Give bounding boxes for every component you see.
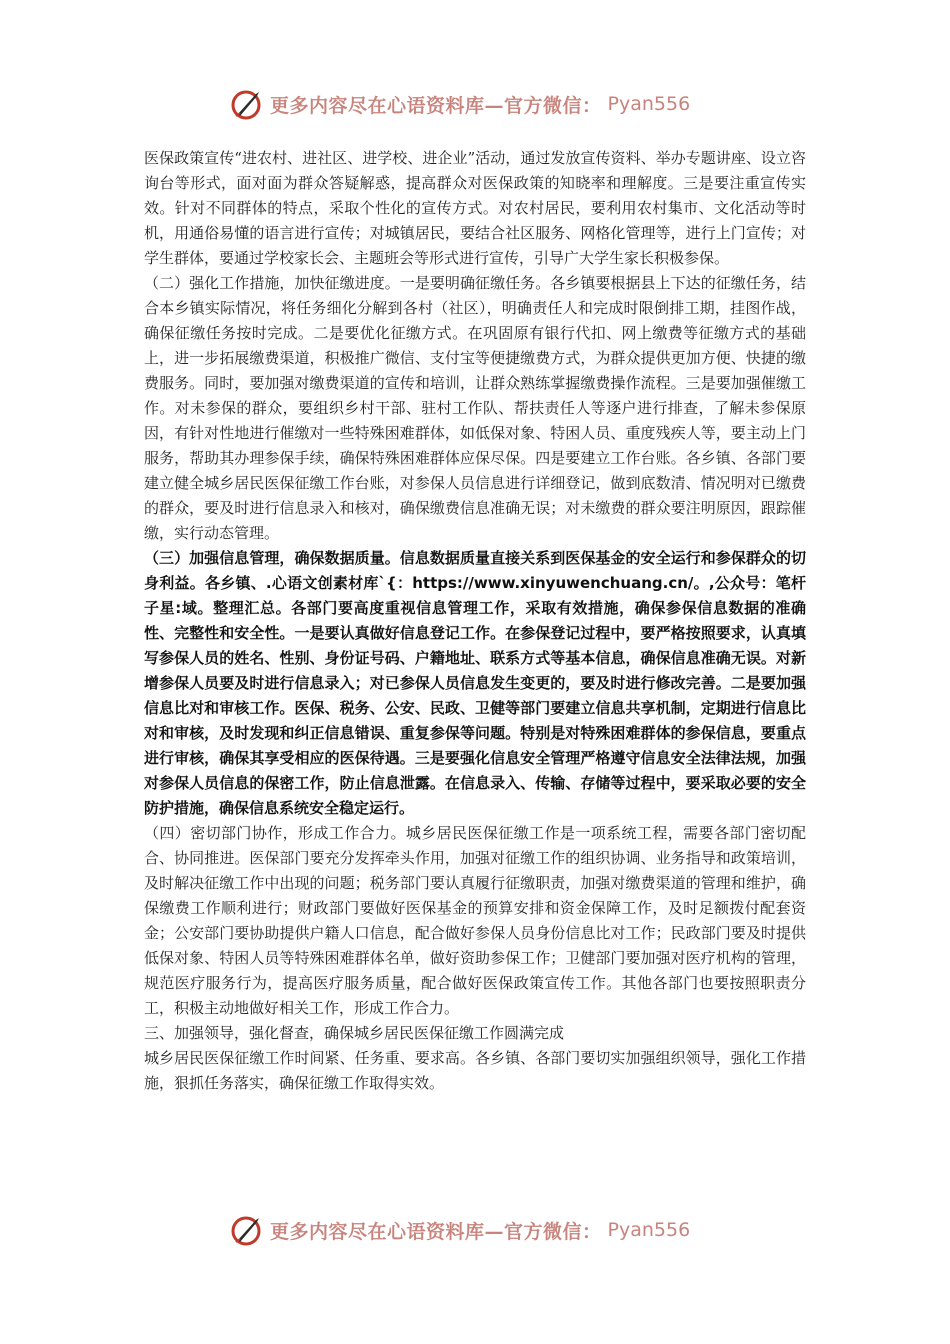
banner-wechat-id: Pyan556 — [607, 93, 691, 115]
document-body — [144, 146, 806, 1096]
header-banner — [228, 84, 748, 124]
banner-text: 更多内容尽在心语资料库—官方微信： — [270, 94, 602, 117]
quill-logo-icon — [228, 1212, 264, 1248]
banner-text: 更多内容尽在心语资料库—官方微信： — [270, 1220, 602, 1243]
paragraph: （四）密切部门协作，形成工作合力。城乡居民医保征缴工作是一项系统工程，需要各部门密切配合、协同推进。医保部门要充分发挥牵头作用，加强对征缴工作的组织协调、业务指导和政策培训，及时解决征缴工作中出现的问题；税务部门要认真履行征缴职责，加强对缴费渠道的管理和维护，确保缴费工作顺利进行；财政部门要做好医保基金的预算安排和资金保障工作，及时足额拨付配套资金；公安部门要协助提供户籍人口信息，配合做好参保人员身份信息比对工作；民政部门要及时提供低保对象、特困人员等特殊困难群体名单，做好资助参保工作；卫健部门要加强对医疗机构的管理，规范医疗服务行为，提高医疗服务质量，配合做好医保政策宣传工作。其他各部门也要按照职责分工，积极主动地做好相关工作，形成工作合力。 — [144, 824, 806, 1017]
paragraph: （二）强化工作措施，加快征缴进度。一是要明确征缴任务。各乡镇要根据县上下达的征缴任务，结合本乡镇实际情况，将任务细化分解到各村（社区），明确责任人和完成时限倒排工期，挂图作战，确保征缴任务按时完成。二是要优化征缴方式。在巩固原有银行代扣、网上缴费等征缴方式的基础上，进一步拓展缴费渠道，积极推广微信、支付宝等便捷缴费方式，为群众提供更加方便、快捷的缴费服务。同时，要加强对缴费渠道的宣传和培训，让群众熟练掌握缴费操作流程。三是要加强催缴工作。对未参保的群众，要组织乡村干部、驻村工作队、帮扶责任人等逐户进行排查，了解未参保原因，有针对性地进行催缴对一些特殊困难群体，如低保对象、特困人员、重度残疾人等，要主动上门服务，帮助其办理参保手续，确保特殊困难群体应保尽保。四是要建立工作台账。各乡镇、各部门要建立健全城乡居民医保征缴工作台账，对参保人员信息进行详细登记，做到底数清、情况明对已缴费的群众，要及时进行信息录入和核对，确保缴费信息准确无误；对未缴费的群众要注明原因，跟踪催缴，实行动态管理。 — [144, 274, 806, 542]
footer-banner — [228, 1210, 748, 1250]
banner-wechat-id: Pyan556 — [607, 1219, 691, 1241]
paragraph: 城乡居民医保征缴工作时间紧、任务重、要求高。各乡镇、各部门要切实加强组织领导，强化工作措施，狠抓任务落实，确保征缴工作取得实效。 — [144, 1049, 806, 1092]
paragraph: 医保政策宣传“进农村、进社区、进学校、进企业”活动，通过发放宣传资料、举办专题讲座、设立咨询台等形式，面对面为群众答疑解惑，提高群众对医保政策的知晓率和理解度。三是要注重宣传实效。针对不同群体的特点，采取个性化的宣传方式。对农村居民，要利用农村集市、文化活动等时机，用通俗易懂的语言进行宣传；对城镇居民，要结合社区服务、网格化管理等，进行上门宣传；对学生群体，要通过学校家长会、主题班会等形式进行宣传，引导广大学生家长积极参保。 — [144, 149, 806, 267]
section-heading: 三、加强领导，强化督查，确保城乡居民医保征缴工作圆满完成 — [144, 1024, 565, 1042]
quill-logo-icon — [228, 86, 264, 122]
paragraph-bold: （三）加强信息管理，确保数据质量。信息数据质量直接关系到医保基金的安全运行和参保群众的切身利益。各乡镇、.心语文创素材库`{：https://www.xinyuwenchuang.cn/。,公众号：笔杆子星:域。整理汇总。各部门要高度重视信息管理工作，采取有效措施，确保参保信息数据的准确性、完整性和安全性。一是要认真做好信息登记工作。在参保登记过程中，要严格按照要求，认真填写参保人员的姓名、性别、身份证号码、户籍地址、联系方式等基本信息，确保信息准确无误。对新增参保人员要及时进行信息录入；对已参保人员信息发生变更的，要及时进行修改完善。二是要加强信息比对和审核工作。医保、税务、公安、民政、卫健等部门要建立信息共享机制，定期进行信息比对和审核，及时发现和纠正信息错误、重复参保等问题。特别是对特殊困难群体的参保信息，要重点进行审核，确保其享受相应的医保待遇。三是要强化信息安全管理严格遵守信息安全法律法规，加强对参保人员信息的保密工作，防止信息泄露。在信息录入、传输、存储等过程中，要采取必要的安全防护措施，确保信息系统安全稳定运行。 — [144, 549, 806, 817]
